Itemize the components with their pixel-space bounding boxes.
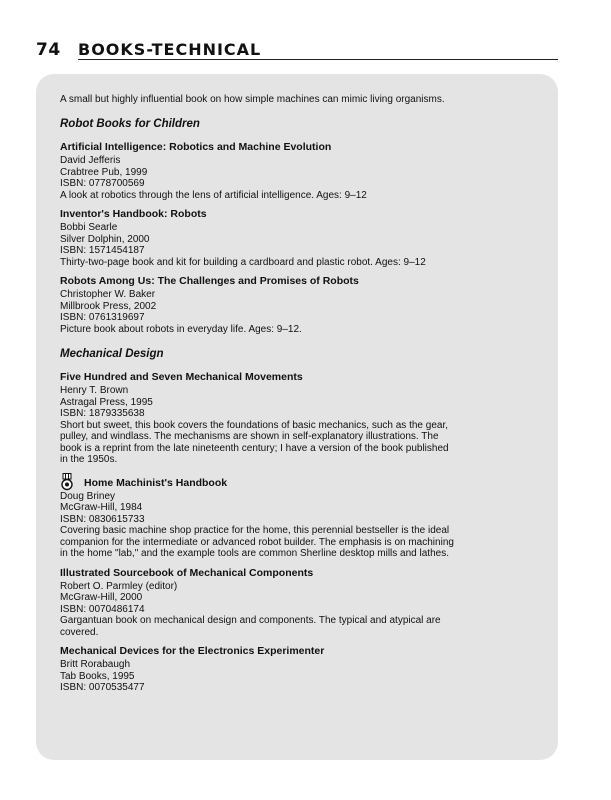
book-author: David Jefferis	[60, 155, 121, 166]
page-number: 74	[36, 40, 61, 60]
book-isbn: ISBN: 0070486174	[60, 603, 145, 615]
book-entry	[60, 473, 530, 560]
book-description: Thirty-two-page book and kit for building a cardboard and plastic robot. Ages: 9–12	[60, 256, 426, 268]
content-body	[60, 94, 530, 701]
book-isbn: ISBN: 1571454187	[60, 245, 145, 256]
book-publisher: Millbrook Press, 2002	[60, 300, 157, 312]
book-publisher: Crabtree Pub, 1999	[60, 166, 148, 178]
section-title: BOOKS-TECHNICAL	[78, 40, 262, 59]
book-isbn: ISBN: 0778700569	[60, 178, 145, 189]
header-rule	[78, 59, 558, 60]
book-entry	[60, 208, 530, 268]
book-title: Home Machinist's Handbook	[84, 476, 228, 489]
category-heading: Mechanical Design	[60, 348, 164, 360]
book-author: Doug Briney	[60, 490, 116, 502]
book-author: Christopher W. Baker	[60, 289, 156, 300]
book-entry	[60, 371, 530, 466]
book-entry	[60, 645, 530, 694]
book-publisher: Silver Dolphin, 2000	[60, 233, 150, 245]
book-entry	[60, 275, 530, 335]
book-description-line: Covering basic machine shop practice for the home, this perennial bestseller is the ideal	[60, 525, 450, 536]
award-title-row	[60, 473, 530, 491]
book-author: Henry T. Brown	[60, 385, 129, 396]
book-title: Mechanical Devices for the Electronics Experimenter	[60, 645, 325, 657]
book-description-line: in the 1950s.	[60, 454, 118, 465]
book-author: Bobbi Searle	[60, 222, 118, 233]
page-header	[36, 40, 558, 62]
book-description: Picture book about robots in everyday life. Ages: 9–12.	[60, 323, 302, 335]
book-publisher: McGraw-Hill, 1984	[60, 502, 143, 513]
book-description-line: Gargantuan book on mechanical design and components. The typical and atypical are	[60, 615, 441, 626]
book-description-line: in the home "lab," and the example tools are common Sherline desktop mills and lathes.	[60, 548, 449, 559]
book-author: Robert O. Parmley (editor)	[60, 580, 178, 592]
book-description-line: pulley, and windlass. The mechanisms are shown in self-explanatory illustrations. The	[60, 431, 439, 442]
book-description: A look at robotics through the lens of artificial intelligence. Ages: 9–12	[60, 189, 367, 201]
book-description-line: book is a reprint from the late nineteenth century; I have a version of the book published	[60, 442, 449, 454]
book-title: Robots Among Us: The Challenges and Promises of Robots	[60, 275, 359, 287]
book-title: Five Hundred and Seven Mechanical Movements	[60, 371, 303, 383]
book-description-line: covered.	[60, 626, 99, 638]
book-title: Inventor's Handbook: Robots	[60, 208, 207, 220]
book-isbn: ISBN: 0830615733	[60, 513, 145, 525]
intro-text: A small but highly influential book on how simple machines can mimic living organisms.	[60, 94, 445, 105]
book-author: Britt Rorabaugh	[60, 659, 131, 670]
book-description-line: companion for the intermediate or advanced robot builder. The emphasis is on machining	[60, 536, 454, 548]
award-medal-icon	[60, 473, 74, 491]
book-isbn: ISBN: 0761319697	[60, 312, 145, 323]
book-entry	[60, 567, 530, 639]
book-isbn: ISBN: 1879335638	[60, 408, 145, 419]
book-publisher: McGraw-Hill, 2000	[60, 592, 143, 603]
book-publisher: Tab Books, 1995	[60, 670, 135, 682]
book-entry	[60, 141, 530, 201]
book-title: Artificial Intelligence: Robotics and Machine Evolution	[60, 141, 332, 153]
book-isbn: ISBN: 0070535477	[60, 682, 145, 693]
book-description-line: Short but sweet, this book covers the foundations of basic mechanics, such as the gear,	[60, 419, 448, 431]
content-panel	[36, 74, 558, 760]
book-publisher: Astragal Press, 1995	[60, 396, 153, 408]
category-heading: Robot Books for Children	[60, 118, 200, 130]
book-title: Illustrated Sourcebook of Mechanical Components	[60, 566, 314, 579]
